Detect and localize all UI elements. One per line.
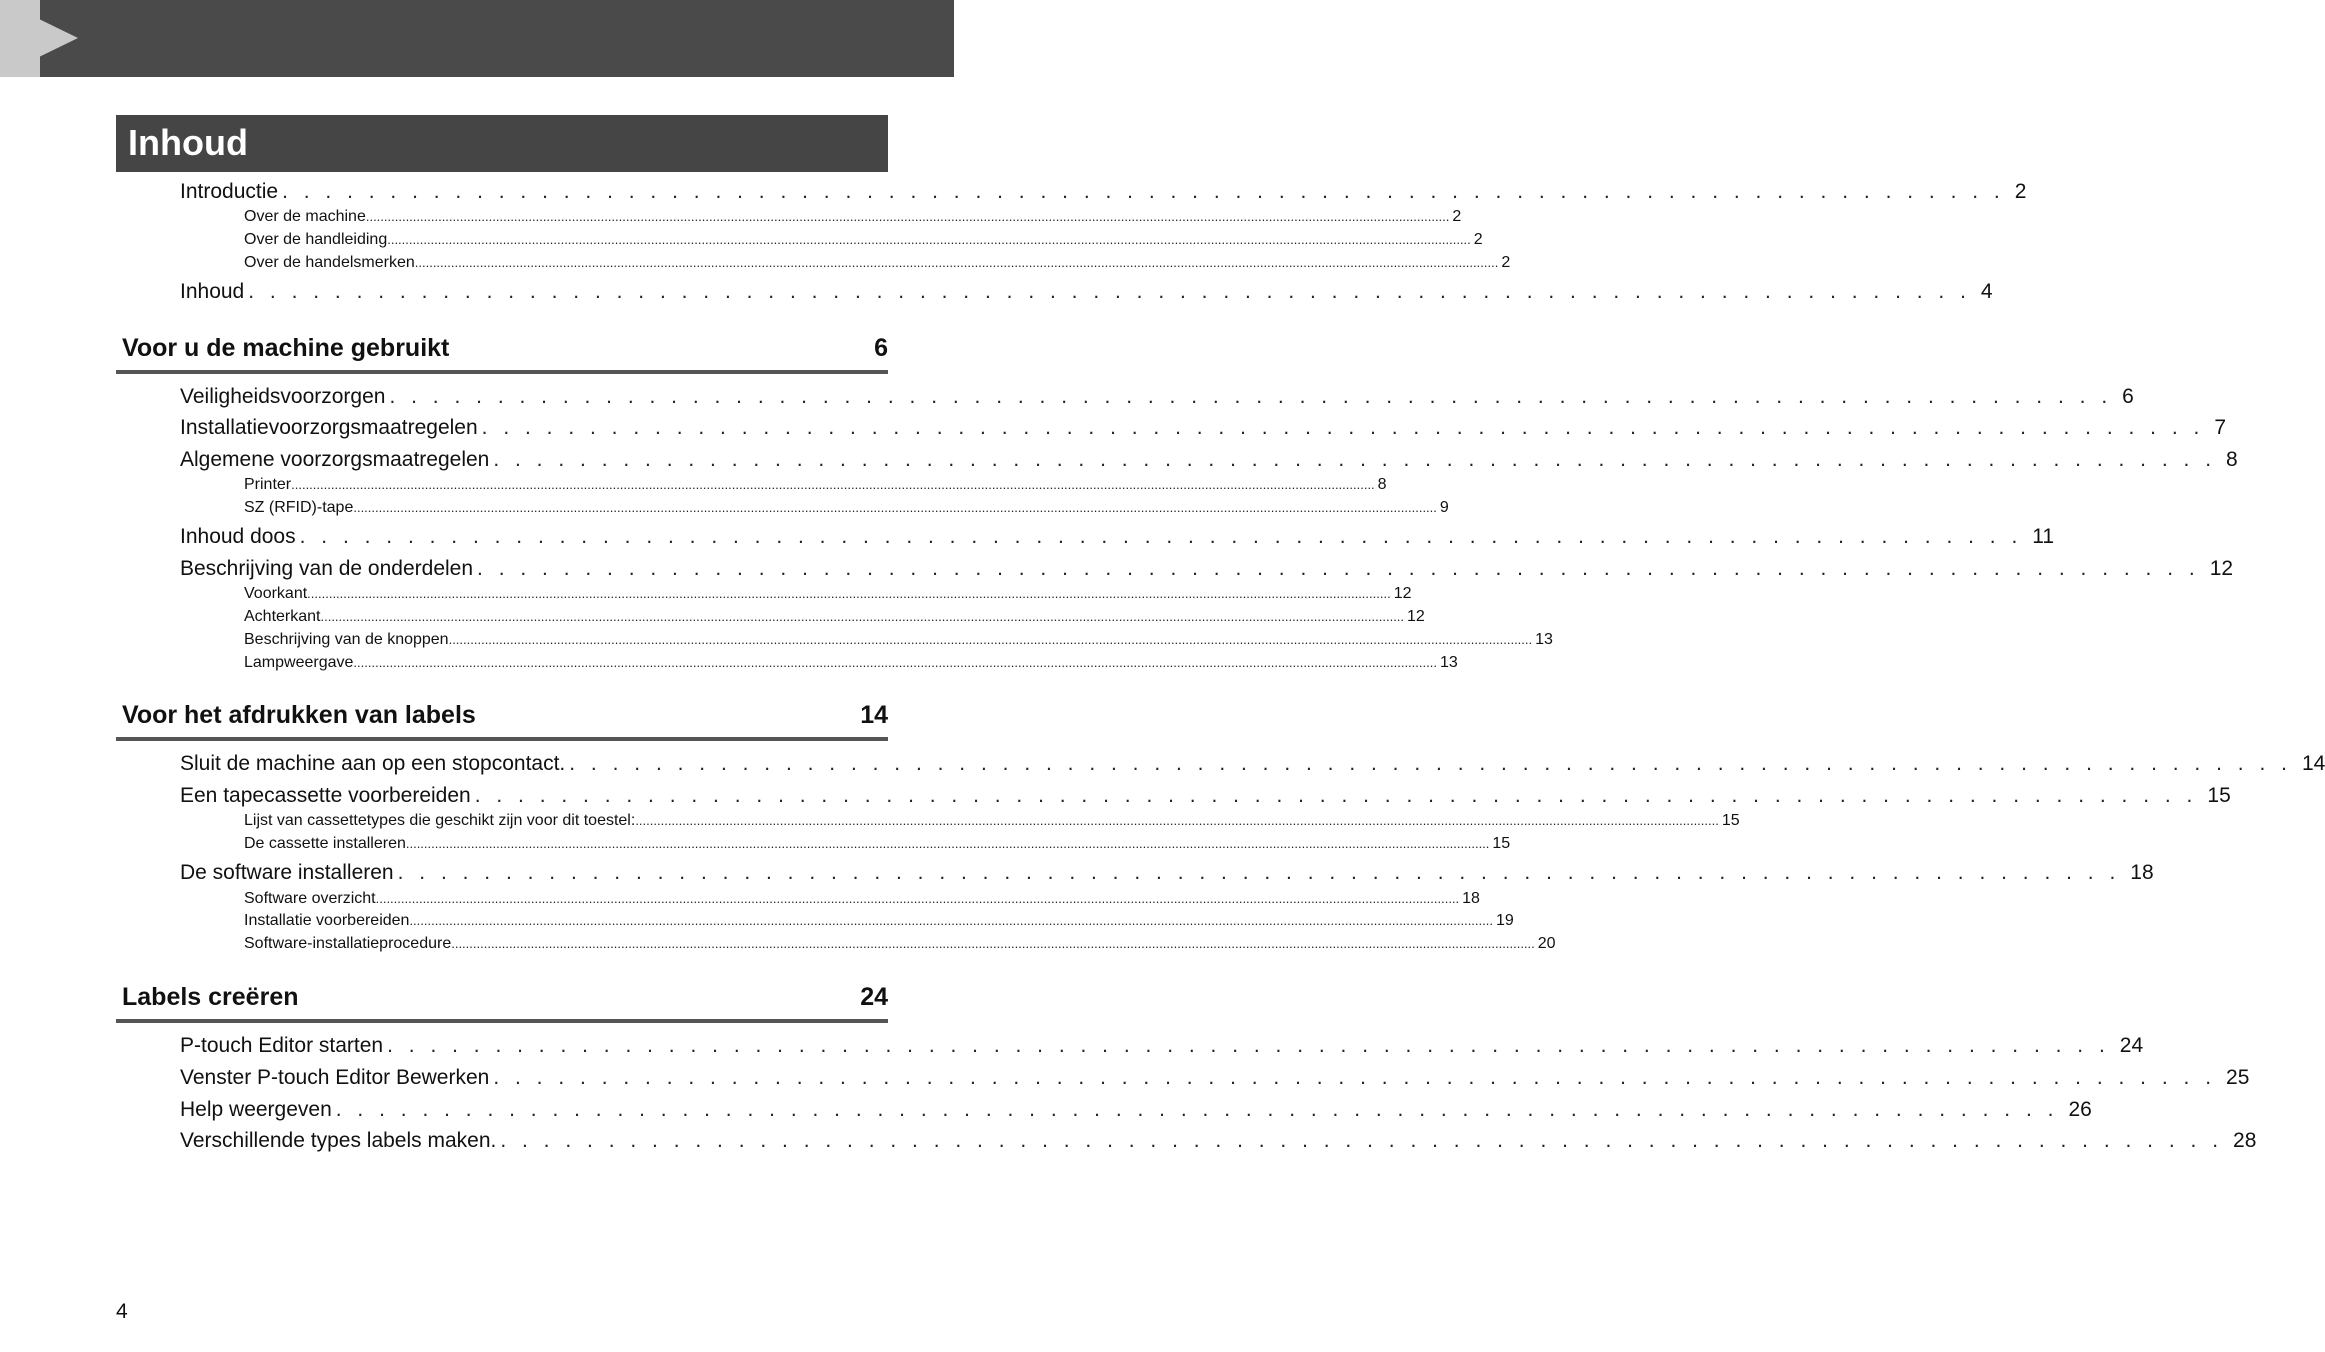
toc-entry-page: 18 — [2130, 861, 2154, 884]
toc-entry-page: 24 — [2119, 1034, 2144, 1057]
toc-entry[interactable] — [180, 448, 2238, 472]
dot-leader: . . . . . . . . . . . . . . . . . . . . . . . . . . . . . . . . . . . . . . . . . . . . . . . . . . . . . . . . . . . . . . . . . . . . . . . . . . . . . . . . — [389, 385, 2113, 408]
toc-entry[interactable] — [180, 416, 2227, 440]
toc-entry-page: 28 — [2233, 1129, 2257, 1152]
toc-entry[interactable] — [180, 1034, 2144, 1058]
toc-entry-page: 20 — [1537, 935, 1556, 952]
dot-leader: . . . . . . . . . . . . . . . . . . . . . . . . . . . . . . . . . . . . . . . . . . . . . . . . . . . . . . . . . . . . . . . . . . . . . . . . . . . . . . . . — [282, 180, 2005, 203]
dot-leader: ............................................................................................................................................................................................................................................................................................................ — [353, 500, 1437, 515]
section-page: 14 — [860, 701, 888, 729]
toc-entry-page: 9 — [1439, 499, 1449, 516]
toc-entry-page: 2 — [2014, 180, 2027, 203]
toc-entry-page: 13 — [1439, 654, 1458, 671]
dot-leader: . . . . . . . . . . . . . . . . . . . . . . . . . . . . . . . . . . . . . . . . . . . . . . . . . . . . . . . . . . . . . . . . . . . . . . . . . . . . . . . . — [500, 1129, 2224, 1152]
toc-entry[interactable] — [180, 180, 2027, 204]
toc-subentry[interactable] — [244, 499, 1449, 517]
toc-subentry[interactable] — [244, 631, 1553, 649]
section-title: Voor het afdrukken van labels — [122, 701, 476, 729]
toc-entry-page: 15 — [1492, 835, 1511, 852]
dot-leader: . . . . . . . . . . . . . . . . . . . . . . . . . . . . . . . . . . . . . . . . . . . . . . . . . . . . . . . . . . . . . . . . . . . . . . . . . . . . . . . . — [569, 752, 2292, 775]
toc-entry-page: 26 — [2068, 1098, 2092, 1121]
dot-leader: . . . . . . . . . . . . . . . . . . . . . . . . . . . . . . . . . . . . . . . . . . . . . . . . . . . . . . . . . . . . . . . . . . . . . . . . . . . . . . . . — [493, 448, 2217, 471]
toc-entry-page: 12 — [1407, 608, 1425, 625]
toc-entry-page: 12 — [1393, 585, 1412, 602]
toc-entry-page: 14 — [2301, 752, 2325, 775]
section-heading[interactable] — [116, 701, 888, 731]
dot-leader: ............................................................................................................................................................................................................................................................................................................ — [365, 209, 1450, 224]
toc-entry[interactable] — [180, 1129, 2257, 1153]
toc-entry[interactable] — [180, 385, 2134, 409]
toc-entry-label: De software installeren — [180, 861, 394, 884]
toc-entry-label: Inhoud doos — [180, 525, 296, 548]
dot-leader: ............................................................................................................................................................................................................................................................................................................ — [320, 609, 1405, 624]
toc-entry[interactable] — [180, 525, 2055, 549]
dot-leader: ............................................................................................................................................................................................................................................................................................................ — [414, 255, 1499, 270]
toc-entry-page: 15 — [2207, 784, 2231, 807]
toc-entry[interactable] — [180, 280, 1993, 304]
toc-entry-label: Over de machine — [244, 208, 366, 225]
toc-entry-label: Over de handelsmerken — [244, 254, 415, 271]
toc-entry-label: Software overzicht — [244, 890, 376, 907]
dot-leader: ............................................................................................................................................................................................................................................................................................................ — [291, 477, 1375, 492]
dot-leader: ............................................................................................................................................................................................................................................................................................................ — [635, 813, 1719, 828]
toc-entry-label: Help weergeven — [180, 1098, 332, 1121]
toc-entry-page: 8 — [2226, 448, 2238, 471]
toc-subentry[interactable] — [244, 208, 1462, 226]
toc-entry-page: 25 — [2226, 1066, 2250, 1089]
dot-leader: ............................................................................................................................................................................................................................................................................................................ — [409, 913, 1493, 928]
toc-subentry[interactable] — [244, 912, 1514, 930]
toc-entry-page: 19 — [1495, 912, 1514, 929]
toc-entry-label: Sluit de machine aan op een stopcontact. — [180, 752, 566, 775]
toc-entry[interactable] — [180, 1098, 2092, 1122]
toc-entry-label: Een tapecassette voorbereiden — [180, 784, 471, 807]
toc-entry-label: Introductie — [180, 180, 279, 203]
section-heading[interactable] — [116, 983, 888, 1013]
toc-entry-label: Installatie voorbereiden — [244, 912, 410, 929]
toc-entry[interactable] — [180, 1066, 2250, 1090]
toc-entry-label: Printer — [244, 476, 292, 493]
dot-leader: . . . . . . . . . . . . . . . . . . . . . . . . . . . . . . . . . . . . . . . . . . . . . . . . . . . . . . . . . . . . . . . . . . . . . . . . . . . . . . . . — [335, 1098, 2059, 1121]
section-rule — [116, 1019, 888, 1023]
toc-entry-label: Voorkant — [244, 585, 308, 602]
dot-leader: . . . . . . . . . . . . . . . . . . . . . . . . . . . . . . . . . . . . . . . . . . . . . . . . . . . . . . . . . . . . . . . . . . . . . . . . . . . . . . . . — [481, 416, 2205, 439]
toc-entry-page: 2 — [1473, 231, 1483, 248]
toc-entry-label: Verschillende types labels maken. — [180, 1129, 497, 1152]
toc-entry-page: 13 — [1535, 631, 1553, 648]
section-page: 24 — [860, 983, 888, 1011]
toc-entry-label: Beschrijving van de knoppen — [244, 631, 449, 648]
toc-entry[interactable] — [180, 784, 2231, 808]
dot-leader: ............................................................................................................................................................................................................................................................................................................ — [375, 891, 1460, 906]
dot-leader: ............................................................................................................................................................................................................................................................................................................ — [405, 836, 1490, 851]
toc-entry[interactable] — [180, 557, 2234, 581]
section-title: Labels creëren — [122, 983, 299, 1011]
toc-subentry[interactable] — [244, 608, 1425, 626]
toc-entry-label: Lampweergave — [244, 654, 354, 671]
dot-leader: . . . . . . . . . . . . . . . . . . . . . . . . . . . . . . . . . . . . . . . . . . . . . . . . . . . . . . . . . . . . . . . . . . . . . . . . . . . . . . . . — [387, 1034, 2110, 1057]
toc-entry-label: Veiligheidsvoorzorgen — [180, 385, 386, 408]
toc-entry-page: 2 — [1452, 208, 1462, 225]
toc-subentry[interactable] — [244, 231, 1483, 249]
toc-entry-label: SZ (RFID)-tape — [244, 499, 354, 516]
dot-leader: . . . . . . . . . . . . . . . . . . . . . . . . . . . . . . . . . . . . . . . . . . . . . . . . . . . . . . . . . . . . . . . . . . . . . . . . . . . . . . . . — [474, 784, 2198, 807]
toc-subentry[interactable] — [244, 812, 1740, 830]
dot-leader: . . . . . . . . . . . . . . . . . . . . . . . . . . . . . . . . . . . . . . . . . . . . . . . . . . . . . . . . . . . . . . . . . . . . . . . . . . . . . . . . — [397, 861, 2121, 884]
toc-subentry[interactable] — [244, 654, 1458, 672]
toc-entry-page: 18 — [1462, 890, 1480, 907]
page-title: Inhoud — [128, 122, 248, 163]
dot-leader: ............................................................................................................................................................................................................................................................................................................ — [451, 936, 1535, 951]
dot-leader: ............................................................................................................................................................................................................................................................................................................ — [307, 586, 1391, 601]
toc-subentry[interactable] — [244, 476, 1387, 494]
toc-entry-label: De cassette installeren — [244, 835, 406, 852]
toc-entry-page: 7 — [2214, 416, 2227, 439]
toc-entry[interactable] — [180, 861, 2154, 885]
dot-leader: . . . . . . . . . . . . . . . . . . . . . . . . . . . . . . . . . . . . . . . . . . . . . . . . . . . . . . . . . . . . . . . . . . . . . . . . . . . . . . . . — [477, 557, 2200, 580]
toc-subentry[interactable] — [244, 935, 1556, 953]
toc-entry-label: Installatievoorzorgsmaatregelen — [180, 416, 478, 439]
toc-entry[interactable] — [180, 752, 2325, 776]
dot-leader: ............................................................................................................................................................................................................................................................................................................ — [387, 232, 1471, 247]
dot-leader: . . . . . . . . . . . . . . . . . . . . . . . . . . . . . . . . . . . . . . . . . . . . . . . . . . . . . . . . . . . . . . . . . . . . . . . . . . . . . . . . — [493, 1066, 2217, 1089]
toc-entry-label: Lijst van cassettetypes die geschikt zijn voor dit toestel: — [244, 812, 636, 829]
toc-entry-label: Inhoud — [180, 280, 245, 303]
toc-entry-label: P-touch Editor starten — [180, 1034, 384, 1057]
dot-leader: ............................................................................................................................................................................................................................................................................................................ — [353, 655, 1437, 670]
toc-subentry[interactable] — [244, 835, 1511, 853]
toc-entry-page: 12 — [2209, 557, 2234, 580]
toc-entry-label: Algemene voorzorgsmaatregelen — [180, 448, 490, 471]
toc-entry-page: 6 — [2122, 385, 2134, 408]
section-rule — [116, 737, 888, 741]
dot-leader: . . . . . . . . . . . . . . . . . . . . . . . . . . . . . . . . . . . . . . . . . . . . . . . . . . . . . . . . . . . . . . . . . . . . . . . . . . . . . . . . — [248, 280, 1971, 303]
section-title: Voor u de machine gebruikt — [122, 334, 450, 362]
section-page: 6 — [874, 334, 888, 362]
toc-entry-page: 4 — [1980, 280, 1993, 303]
toc-entry-page: 15 — [1721, 812, 1740, 829]
section-rule — [116, 370, 888, 374]
dot-leader: ............................................................................................................................................................................................................................................................................................................ — [448, 632, 1533, 647]
toc-entry-label: Over de handleiding — [244, 231, 388, 248]
page-number: 4 — [116, 1300, 128, 1323]
toc-entry-label: Software-installatieprocedure — [244, 935, 452, 952]
dot-leader: . . . . . . . . . . . . . . . . . . . . . . . . . . . . . . . . . . . . . . . . . . . . . . . . . . . . . . . . . . . . . . . . . . . . . . . . . . . . . . . . — [299, 525, 2023, 548]
toc-entry-page: 11 — [2032, 525, 2055, 548]
toc-subentry[interactable] — [244, 254, 1511, 272]
toc-subentry[interactable] — [244, 585, 1412, 603]
toc-entry-page: 2 — [1501, 254, 1511, 271]
toc-subentry[interactable] — [244, 890, 1480, 908]
toc-entry-page: 8 — [1377, 476, 1387, 493]
toc-entry-label: Venster P-touch Editor Bewerken — [180, 1066, 490, 1089]
section-heading[interactable] — [116, 334, 888, 364]
toc-entry-label: Beschrijving van de onderdelen — [180, 557, 474, 580]
toc-entry-label: Achterkant — [244, 608, 321, 625]
